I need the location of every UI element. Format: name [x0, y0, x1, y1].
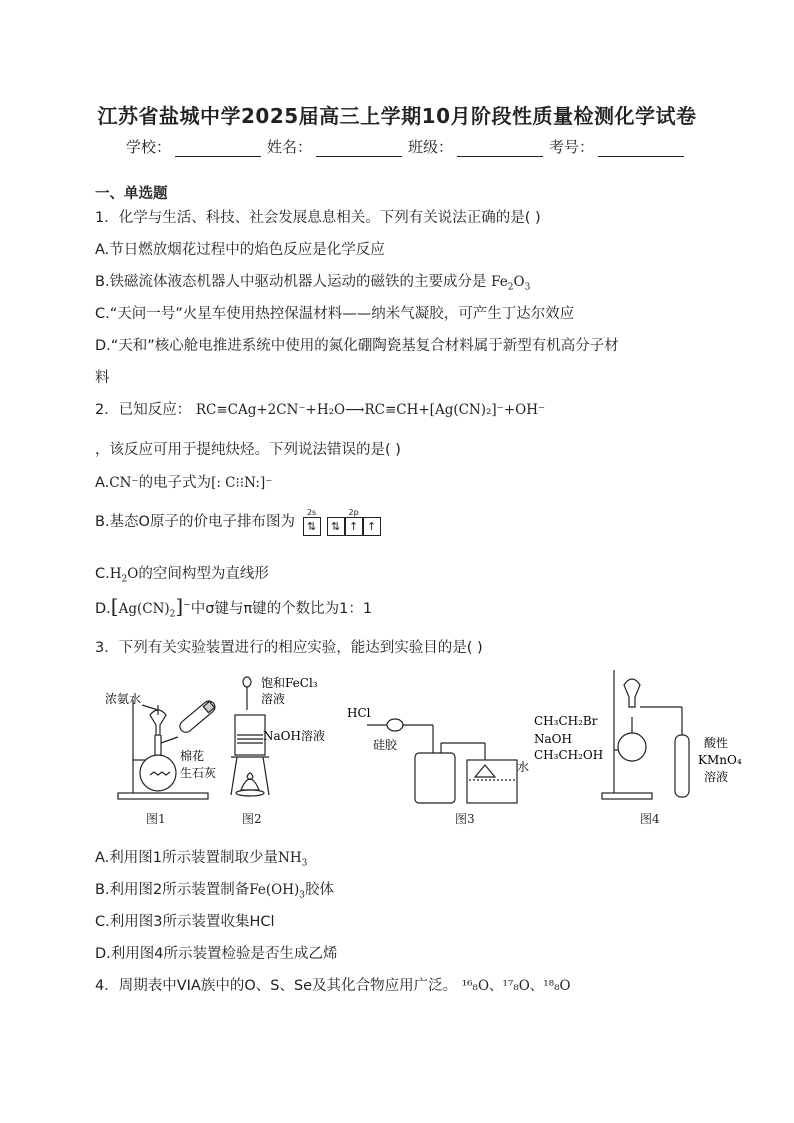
fig4-label-bromoethane: CH₃CH₂Br: [534, 714, 598, 728]
q3-stem: 3．下列有关实验装置进行的相应实验，能达到实验目的是( ): [95, 640, 483, 656]
id-label: 考号：: [549, 138, 595, 156]
q3-option-d: D.利用图4所示装置检验是否生成乙烯: [95, 946, 338, 962]
cn-electron-formula: [: C⁝⁝N:]⁻: [211, 475, 273, 491]
feoh3-formula: $Fe(OH)_3$: [249, 882, 306, 901]
q1-stem: 1．化学与生活、科技、社会发展息息相关。下列有关说法正确的是( ): [95, 210, 541, 226]
fig4-label-kmno4: KMnO₄: [698, 753, 742, 767]
q1-option-b-text: B.铁磁流体液态机器人中驱动机器人运动的磁铁的主要成分是: [95, 274, 487, 290]
student-info: [126, 136, 690, 157]
class-label: 班级：: [408, 138, 454, 156]
orbital-2p: [327, 508, 381, 536]
orbital-2p-label: 2p: [348, 508, 359, 517]
orbital-box-2s: ⇅: [303, 517, 321, 536]
h2o-formula: $H_2O$: [109, 566, 139, 585]
id-blank[interactable]: [598, 138, 684, 157]
orbital-diagram: [303, 508, 387, 536]
orbital-2s-label: 2s: [306, 508, 317, 517]
q4-stem-line: [95, 974, 571, 995]
q1-option-b: [95, 270, 530, 293]
q2-stem-line: [95, 398, 545, 419]
cn-ion: CN⁻: [109, 475, 139, 491]
q2-option-a: [95, 471, 272, 492]
school-label: 学校：: [126, 138, 172, 156]
fig3-label-silica: 硅胶: [373, 738, 398, 752]
q2-option-c: [95, 562, 269, 585]
q2-d-prefix: D.: [95, 601, 111, 617]
fig2-label-naoh: NaOH溶液: [263, 729, 325, 743]
orbital-box-2p-2: ↑: [345, 517, 363, 536]
figure-1-caption: 图1: [146, 812, 166, 826]
name-blank[interactable]: [316, 138, 402, 157]
nh3-formula: $NH_3$: [278, 850, 308, 869]
q2-stem-cont: ，该反应可用于提纯炔烃。下列说法错误的是( ): [95, 442, 401, 458]
q3-option-a: [95, 846, 307, 869]
q2-stem: 2．已知反应：: [95, 402, 192, 418]
section-heading: 一、单选题: [95, 186, 168, 202]
fig4-label-ethanol: CH₃CH₂OH: [534, 748, 604, 762]
q3-option-b: [95, 878, 334, 901]
orbital-box-2p-1: ⇅: [327, 517, 345, 536]
q2-c-prefix: C.: [95, 566, 110, 582]
q3-option-c: C.利用图3所示装置收集HCl: [95, 914, 275, 930]
q2-b-text: B.基态O原子的价电子排布图为: [95, 514, 295, 530]
q3-b-text: B.利用图2所示装置制备: [95, 882, 250, 898]
q3-b-tail: 胶体: [305, 882, 335, 898]
fig3-label-hcl: HCl: [347, 706, 371, 720]
page-title: 江苏省盐城中学2025届高三上学期10月阶段性质量检测化学试卷: [97, 104, 697, 128]
q2-a-text: 的电子式为: [138, 475, 212, 491]
q1-option-a: A.节日燃放烟花过程中的焰色反应是化学反应: [95, 242, 385, 258]
q1-option-c: C.“天问一号”火星车使用热控保温材料——纳米气凝胶，可产生丁达尔效应: [95, 306, 575, 322]
fig4-label-solution: 溶液: [704, 770, 729, 784]
figure-3-caption: 图3: [455, 812, 475, 826]
ag-cn2-complex: $[Ag(CN)_2]^-$: [110, 594, 191, 620]
orbital-box-2p-3: ↑: [363, 517, 381, 536]
fig2-label-fecl3-solution: 溶液: [261, 692, 286, 706]
class-blank[interactable]: [457, 138, 543, 157]
figure-3-apparatus: [345, 665, 530, 810]
q2-equation: RC≡CAg+2CN⁻+H₂O⟶RC≡CH+[Ag(CN)₂]⁻+OH⁻: [195, 402, 546, 418]
fig4-label-acidic: 酸性: [704, 736, 729, 750]
fig4-label-naoh: NaOH: [534, 732, 572, 746]
school-blank[interactable]: [175, 138, 261, 157]
fig3-label-water: 水: [517, 760, 530, 774]
fig2-label-fecl3: 饱和FeCl₃: [261, 676, 318, 690]
q1-option-d-cont: 料: [95, 370, 110, 386]
orbital-2s: [303, 508, 321, 536]
q1-option-d: D.“天和”核心舱电推进系统中使用的氮化硼陶瓷基复合材料属于新型有机高分子材: [95, 338, 619, 354]
oxygen-isotopes: ¹⁶₈O、¹⁷₈O、¹⁸₈O: [461, 978, 571, 994]
q3-a-text: A.利用图1所示装置制取少量: [95, 850, 278, 866]
q2-c-text: 的空间构型为直线形: [138, 566, 269, 582]
q2-option-d: [95, 594, 372, 620]
figure-2-apparatus: [225, 665, 350, 810]
name-label: 姓名：: [267, 138, 313, 156]
q2-option-b: [95, 508, 387, 536]
figure-4-apparatus: [532, 665, 772, 810]
q1-option-b-formula: $Fe_2O_3$: [491, 274, 531, 293]
q2-a-prefix: A.: [95, 475, 110, 491]
fig1-label-lime: 生石灰: [180, 766, 217, 780]
fig1-label-ammonia: 浓氨水: [105, 692, 142, 706]
figure-4-caption: 图4: [640, 812, 660, 826]
fe-symbol: Fe: [491, 274, 508, 290]
q2-d-text: 中σ键与π键的个数比为1：1: [190, 601, 373, 617]
q4-stem: 4．周期表中VIA族中的O、S、Se及其化合物应用广泛。: [95, 978, 458, 994]
fig1-label-cotton: 棉花: [180, 749, 205, 763]
figure-2-caption: 图2: [242, 812, 262, 826]
